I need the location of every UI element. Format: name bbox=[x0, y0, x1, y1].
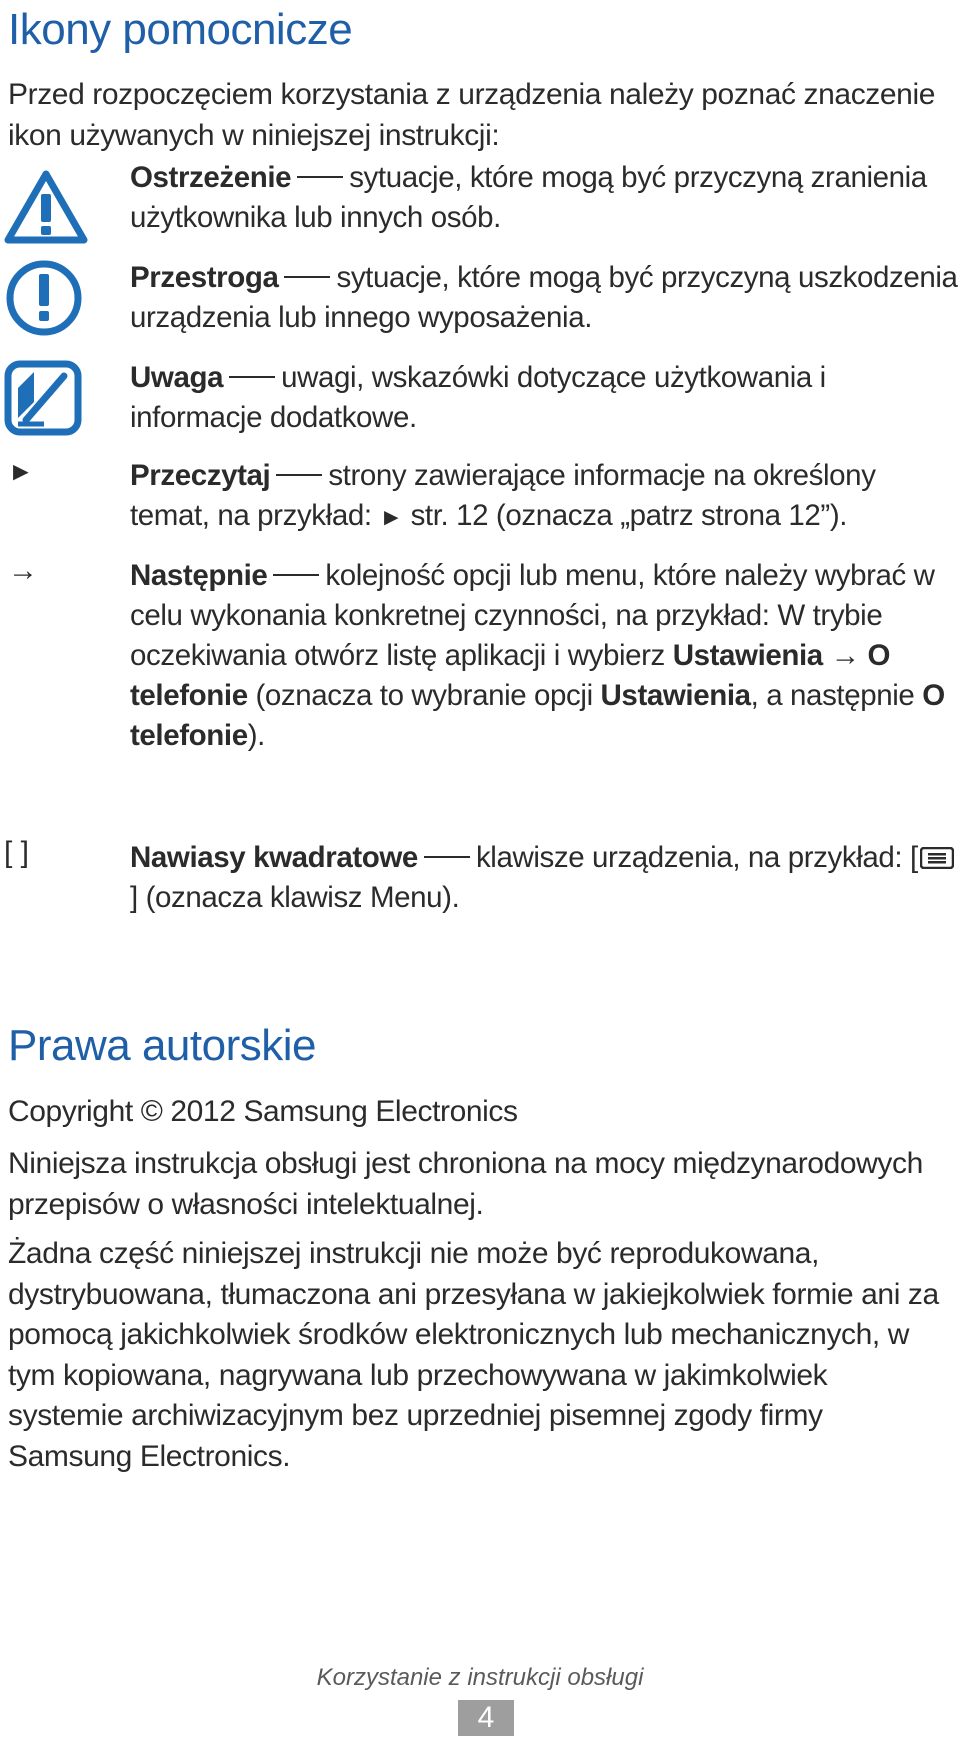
entry-brackets-desc-b: ] (oznacza klawisz Menu). bbox=[130, 881, 460, 914]
entry-next-desc-a: kolejność opcji lub menu, które należy wybrać w celu wykonania konkretnej czynności, na przykład: W trybie oczekiwania otwórz listę aplikacji i wybierz bbox=[130, 559, 935, 672]
page-number-badge: 4 bbox=[458, 1700, 514, 1736]
entry-caution-text bbox=[130, 258, 960, 338]
menu-item-about-phone: O telefonie bbox=[130, 639, 891, 712]
entry-brackets-text bbox=[130, 838, 960, 918]
entry-warning-text bbox=[130, 158, 960, 238]
entry-note-desc: uwagi, wskazówki dotyczące użytkowania i informacje dodatkowe. bbox=[130, 361, 826, 434]
entry-caution-term: Przestroga bbox=[130, 261, 279, 294]
copyright-paragraph-1: Niniejsza instrukcja obsługi jest chroniona na mocy międzynarodowych przepisów o własności intelektualnej. bbox=[8, 1147, 923, 1221]
em-dash bbox=[229, 376, 275, 378]
menu-item-settings: Ustawienia bbox=[672, 639, 823, 672]
em-dash bbox=[297, 176, 343, 178]
em-dash bbox=[424, 856, 470, 858]
entry-read-text bbox=[130, 456, 960, 538]
play-triangle-icon: ► bbox=[8, 456, 34, 486]
entry-read-desc-b: str. 12 (oznacza „patrz strona 12”). bbox=[410, 499, 848, 532]
section-title-icons: Ikony pomocnicze bbox=[8, 5, 353, 54]
intro-paragraph: Przed rozpoczęciem korzystania z urządzenia należy poznać znaczenie ikon używanych w niniejszej instrukcji: bbox=[8, 78, 936, 152]
entry-brackets-desc-a: klawisze urządzenia, na przykład: [ bbox=[475, 841, 918, 874]
inline-play-icon: ► bbox=[379, 504, 403, 531]
footer-section-label: Korzystanie z instrukcji obsługi bbox=[316, 1664, 644, 1691]
entry-read-term: Przeczytaj bbox=[130, 459, 271, 492]
warning-triangle-icon bbox=[4, 170, 88, 246]
menu-key-icon bbox=[920, 847, 954, 869]
entry-next-desc-c: , a następnie bbox=[750, 679, 915, 712]
copyright-line: Copyright © 2012 Samsung Electronics bbox=[8, 1095, 518, 1128]
square-brackets-icon: [ ] bbox=[4, 836, 30, 869]
section-title-copyright: Prawa autorskie bbox=[8, 1021, 316, 1070]
entry-next-desc-d: ). bbox=[247, 719, 265, 752]
entry-brackets-term: Nawiasy kwadratowe bbox=[130, 841, 418, 874]
entry-next-desc-b: (oznacza to wybranie opcji bbox=[255, 679, 593, 712]
caution-circle-icon bbox=[4, 258, 84, 338]
em-dash bbox=[276, 474, 322, 476]
copyright-paragraph-2: Żadna część niniejszej instrukcji nie może być reprodukowana, dystrybuowana, tłumaczona ani przesyłana w jakiejkolwiek formie ani za pomocą jakichkolwiek środków elektronicznych lub mechanicznych, w tym kopiowana, nagrywana lub przechowywana w jakimkolwiek systemie archiwizacyjnym bez uprzedniej pisemnej zgody firmy Samsung Electronics. bbox=[8, 1237, 939, 1473]
entry-note-text bbox=[130, 358, 960, 438]
entry-read-desc-a: strony zawierające informacje na określony temat, na przykład: bbox=[130, 459, 876, 532]
entry-caution-desc: sytuacje, które mogą być przyczyną uszkodzenia urządzenia lub innego wyposażenia. bbox=[130, 261, 958, 334]
em-dash bbox=[273, 574, 319, 576]
note-pencil-icon bbox=[4, 358, 84, 438]
entry-next-term: Następnie bbox=[130, 559, 268, 592]
arrow-right-icon: → bbox=[8, 554, 38, 587]
menu-item-about-phone-2: O telefonie bbox=[130, 679, 945, 752]
arrow-symbol: → bbox=[830, 639, 860, 672]
entry-warning-term: Ostrzeżenie bbox=[130, 161, 292, 194]
menu-item-settings-2: Ustawienia bbox=[600, 679, 751, 712]
entry-next-text bbox=[130, 556, 960, 756]
entry-note-term: Uwaga bbox=[130, 361, 224, 394]
em-dash bbox=[284, 276, 330, 278]
entry-warning-desc: sytuacje, które mogą być przyczyną zranienia użytkownika lub innych osób. bbox=[130, 161, 927, 234]
